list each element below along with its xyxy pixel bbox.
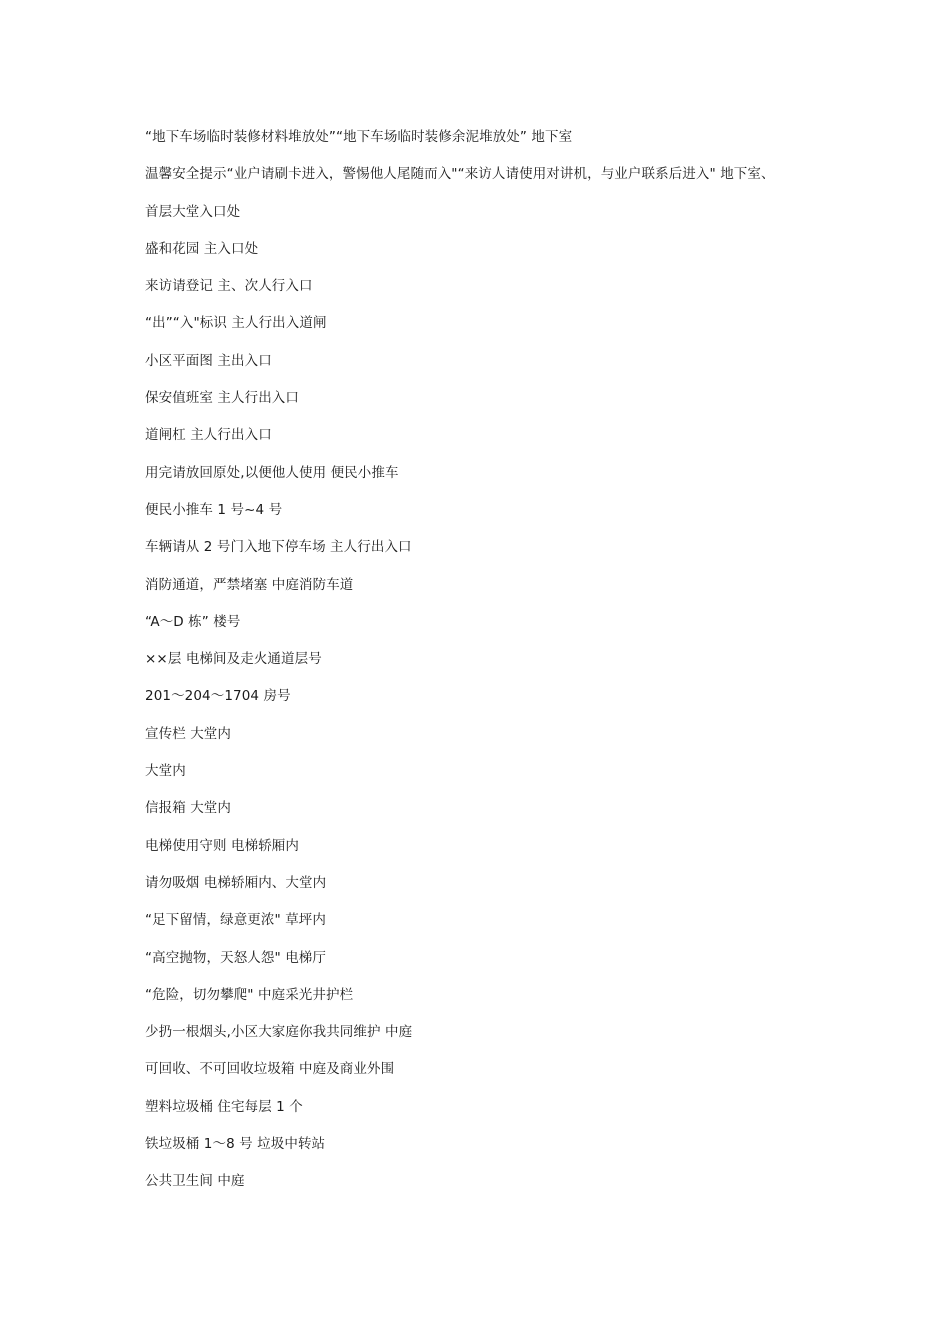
text-line: “高空抛物，天怒人怨" 电梯厅 (145, 949, 326, 966)
text-line: 便民小推车 1 号~4 号 (145, 501, 283, 518)
text-line: “出”“入"标识 主人行出入道闸 (145, 315, 327, 332)
text-line: 公共卫生间 中庭 (145, 1173, 245, 1190)
text-line: 信报箱 大堂内 (145, 800, 231, 817)
text-line: 宣传栏 大堂内 (145, 725, 231, 742)
text-line: ××层 电梯间及走火通道层号 (145, 651, 322, 668)
text-line: 塑料垃圾桶 住宅每层 1 个 (145, 1098, 303, 1115)
text-line: 铁垃圾桶 1～8 号 垃圾中转站 (145, 1136, 326, 1153)
text-line: “A～D 栋” 楼号 (145, 613, 241, 630)
text-line: 盛和花园 主入口处 (145, 240, 259, 257)
text-line: 来访请登记 主、次人行入口 (145, 278, 313, 295)
text-line: 201～204～1704 房号 (145, 688, 291, 705)
text-line: 请勿吸烟 电梯轿厢内、大堂内 (145, 874, 327, 891)
text-line: “危险，切勿攀爬" 中庭采光井护栏 (145, 986, 354, 1003)
document-text-lines (145, 126, 845, 1208)
text-line: 少扔一根烟头,小区大家庭你我共同维护 中庭 (145, 1024, 413, 1041)
text-line: 首层大堂入口处 (145, 203, 241, 220)
text-line: “地下车场临时装修材料堆放处”“地下车场临时装修余泥堆放处” 地下室 (145, 129, 573, 145)
text-line: 用完请放回原处,以便他人使用 便民小推车 (145, 464, 399, 481)
text-line: 保安值班室 主人行出入口 (145, 390, 299, 407)
text-line: 电梯使用守则 电梯轿厢内 (145, 837, 299, 854)
text-line: 车辆请从 2 号门入地下停车场 主人行出入口 (145, 539, 412, 556)
text-line: 可回收、不可回收垃圾箱 中庭及商业外围 (145, 1061, 395, 1078)
text-line: 小区平面图 主出入口 (145, 352, 272, 369)
text-line: “足下留情，绿意更浓" 草坪内 (145, 912, 326, 929)
text-line: 温馨安全提示“业户请刷卡进入，警惕他人尾随而入"“来访人请使用对讲机，与业户联系后进入" 地下室、 (145, 166, 775, 183)
text-line: 大堂内 (145, 763, 186, 780)
text-line: 消防通道，严禁堵塞 中庭消防车道 (145, 576, 354, 593)
text-line: 道闸杠 主人行出入口 (145, 427, 272, 444)
